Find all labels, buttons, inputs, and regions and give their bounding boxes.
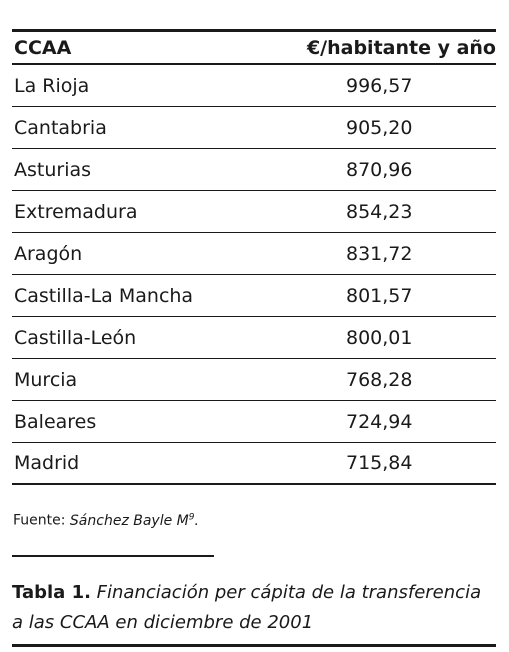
value-cell: 724,94 [346, 410, 413, 433]
source-author: Sánchez Bayle $M^9$. [69, 512, 199, 529]
table-row [12, 149, 496, 191]
region-cell: Castilla-La Mancha [14, 284, 194, 307]
value-cell: 996,57 [346, 74, 413, 97]
table-row [12, 65, 496, 107]
value-cell: 801,57 [346, 284, 413, 307]
table-row [12, 401, 496, 443]
value-cell: 715,84 [346, 452, 413, 474]
region-cell: Extremadura [14, 200, 138, 223]
caption-label: Tabla 1. [12, 582, 91, 603]
value-cell: 854,23 [346, 200, 413, 223]
region-cell: La Rioja [14, 74, 90, 97]
table-row [12, 275, 496, 317]
region-cell: Madrid [14, 452, 80, 474]
value-cell: 800,01 [346, 326, 413, 349]
table-row [12, 317, 496, 359]
header-value: €/habitante y año [306, 36, 496, 59]
table-row [12, 107, 496, 149]
financing-table [12, 32, 496, 485]
value-cell: 831,72 [346, 242, 413, 265]
table-row [12, 191, 496, 233]
caption-bottom-rule [12, 644, 496, 647]
region-cell: Baleares [14, 410, 97, 433]
value-cell: 905,20 [346, 116, 413, 139]
table-row [12, 359, 496, 401]
source-label: Fuente: [13, 512, 66, 529]
region-cell: Asturias [14, 158, 92, 181]
region-cell: Cantabria [14, 116, 107, 139]
table-caption [12, 578, 496, 638]
region-cell: Murcia [14, 368, 78, 391]
source-ref: 9 [188, 512, 195, 522]
header-region: CCAA [14, 36, 72, 59]
table-row [12, 443, 496, 485]
value-cell: 768,28 [346, 368, 413, 391]
caption-text: Financiación per cápita de la transferencia a las CCAA en diciembre de 2001 [12, 582, 482, 633]
source-note [13, 512, 199, 529]
table-row [12, 233, 496, 275]
table-header-row [12, 32, 496, 65]
caption-separator [12, 555, 214, 557]
value-cell: 870,96 [346, 158, 413, 181]
region-cell: Aragón [14, 242, 83, 265]
region-cell: Castilla-León [14, 326, 137, 349]
